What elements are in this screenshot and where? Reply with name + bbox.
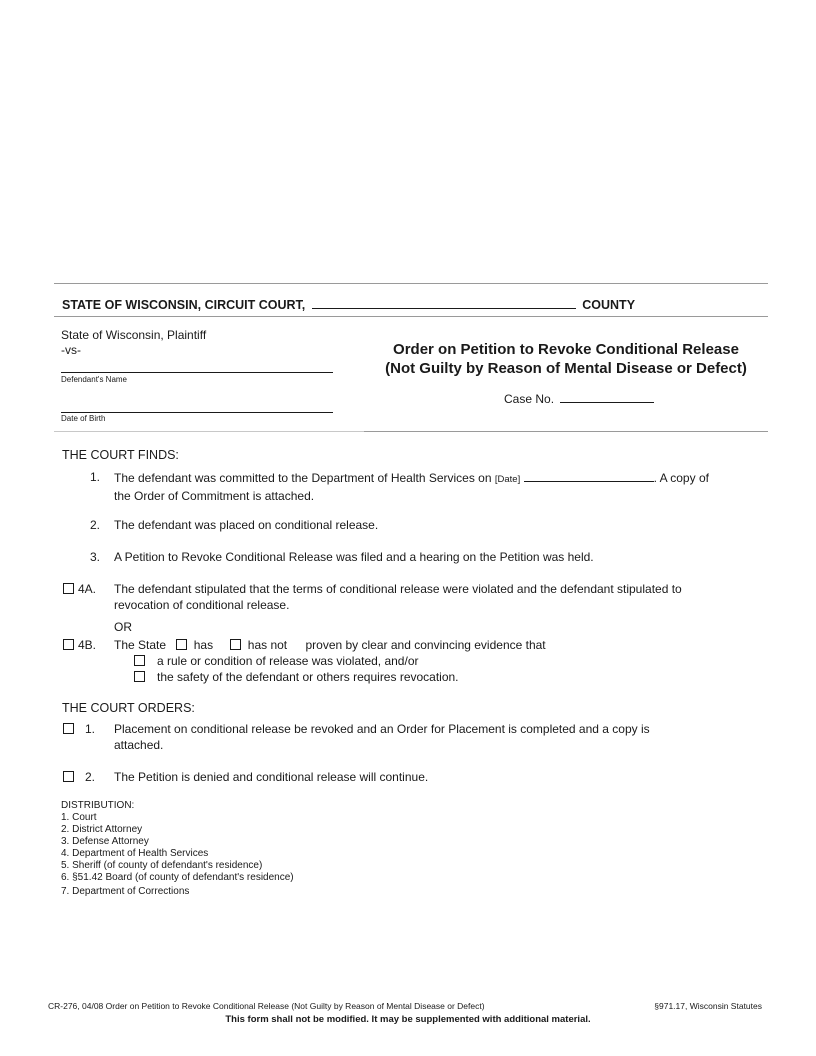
defendant-name-label: Defendant's Name bbox=[61, 375, 128, 384]
plaintiff-label: State of Wisconsin, Plaintiff bbox=[61, 328, 207, 342]
order-1-text bbox=[114, 721, 774, 753]
finding-1-text bbox=[114, 469, 774, 504]
proven-label: proven by clear and convincing evidence that bbox=[305, 638, 546, 652]
finding-4b-line bbox=[114, 637, 774, 653]
order-1-number: 1. bbox=[85, 722, 96, 736]
finding-1-number: 1. bbox=[89, 470, 100, 484]
case-no-field[interactable] bbox=[560, 390, 654, 403]
distribution-item: 6. §51.42 Board (of county of defendant's residence) bbox=[61, 872, 294, 883]
distribution-item: 2. District Attorney bbox=[61, 824, 143, 835]
form-title bbox=[362, 340, 770, 378]
case-number bbox=[504, 390, 654, 407]
form-title-line2: (Not Guilty by Reason of Mental Disease or Defect) bbox=[385, 360, 747, 377]
order-2-text: The Petition is denied and conditional release will continue. bbox=[114, 770, 429, 784]
finding-1-text-before: The defendant was committed to the Department of Health Services on bbox=[114, 471, 492, 485]
the-state-label: The State bbox=[114, 638, 167, 652]
finding-4a-line1: The defendant stipulated that the terms of conditional release were violated and the defendant stipulated to bbox=[114, 582, 682, 596]
safety-label: the safety of the defendant or others requires revocation. bbox=[157, 670, 459, 684]
caption-bottom-rule bbox=[364, 431, 768, 432]
dob-field[interactable] bbox=[61, 412, 333, 413]
footer-notice: This form shall not be modified. It may be supplemented with additional material. bbox=[225, 1014, 591, 1025]
orders-heading: THE COURT ORDERS: bbox=[62, 701, 195, 715]
has-checkbox[interactable] bbox=[176, 639, 187, 650]
finding-4b-checkbox[interactable] bbox=[63, 639, 74, 650]
distribution-item: 3. Defense Attorney bbox=[61, 836, 149, 847]
distribution-item: 5. Sheriff (of county of defendant's residence) bbox=[61, 860, 263, 871]
finding-2-number: 2. bbox=[89, 518, 100, 532]
top-rule bbox=[54, 283, 768, 284]
defendant-name-field[interactable] bbox=[61, 372, 333, 373]
finding-1-text-after: . A copy of bbox=[653, 471, 709, 485]
safety-checkbox[interactable] bbox=[134, 671, 145, 682]
distribution-item: 1. Court bbox=[61, 812, 97, 823]
order-1-line1: Placement on conditional release be revoked and an Order for Placement is completed and a copy is bbox=[114, 722, 650, 736]
distribution-item: 4. Department of Health Services bbox=[61, 848, 209, 859]
order-2-number: 2. bbox=[85, 770, 96, 784]
rule-violated-checkbox[interactable] bbox=[134, 655, 145, 666]
finding-3-text: A Petition to Revoke Conditional Release was filed and a hearing on the Petition was held. bbox=[114, 550, 594, 564]
order-1-checkbox[interactable] bbox=[63, 723, 74, 734]
finding-4b-number: 4B. bbox=[78, 638, 97, 652]
caption-rule bbox=[54, 316, 768, 317]
distribution-item: 7. Department of Corrections bbox=[61, 886, 190, 897]
case-no-label: Case No. bbox=[504, 392, 555, 406]
or-label: OR bbox=[114, 620, 132, 634]
finding-1-line2: the Order of Commitment is attached. bbox=[114, 489, 315, 503]
dob-label: Date of Birth bbox=[61, 414, 106, 423]
commitment-date-field[interactable] bbox=[524, 469, 654, 482]
vs-label: -vs- bbox=[61, 343, 81, 357]
finding-4a-checkbox[interactable] bbox=[63, 583, 74, 594]
finding-4a-number: 4A. bbox=[78, 582, 97, 596]
county-label: COUNTY bbox=[582, 298, 636, 312]
court-label: STATE OF WISCONSIN, CIRCUIT COURT, bbox=[62, 298, 306, 312]
finding-1-date-label: [Date] bbox=[494, 474, 521, 485]
footer-statute: §971.17, Wisconsin Statutes bbox=[654, 1001, 762, 1011]
county-name-field[interactable] bbox=[312, 296, 576, 309]
distribution-list bbox=[61, 800, 294, 898]
form-title-line1: Order on Petition to Revoke Conditional Release bbox=[393, 341, 739, 358]
findings-heading: THE COURT FINDS: bbox=[62, 448, 179, 462]
distribution-heading: DISTRIBUTION: bbox=[61, 800, 135, 811]
order-1-line2: attached. bbox=[114, 738, 164, 752]
has-not-checkbox[interactable] bbox=[230, 639, 241, 650]
finding-2-text: The defendant was placed on conditional release. bbox=[114, 518, 379, 532]
order-2-checkbox[interactable] bbox=[63, 771, 74, 782]
rule-violated-label: a rule or condition of release was violated, and/or bbox=[157, 654, 419, 668]
caption-bottom-rule-left bbox=[54, 431, 364, 432]
finding-3-number: 3. bbox=[89, 550, 100, 564]
has-not-label: has not bbox=[247, 638, 288, 652]
footer-form-id: CR-276, 04/08 Order on Petition to Revoke Conditional Release (Not Guilty by Reason of Mental Disease or Defect) bbox=[48, 1001, 485, 1011]
has-label: has bbox=[193, 638, 214, 652]
finding-4a-line2: revocation of conditional release. bbox=[114, 598, 290, 612]
finding-4a-text bbox=[114, 581, 774, 613]
court-line bbox=[62, 296, 762, 313]
